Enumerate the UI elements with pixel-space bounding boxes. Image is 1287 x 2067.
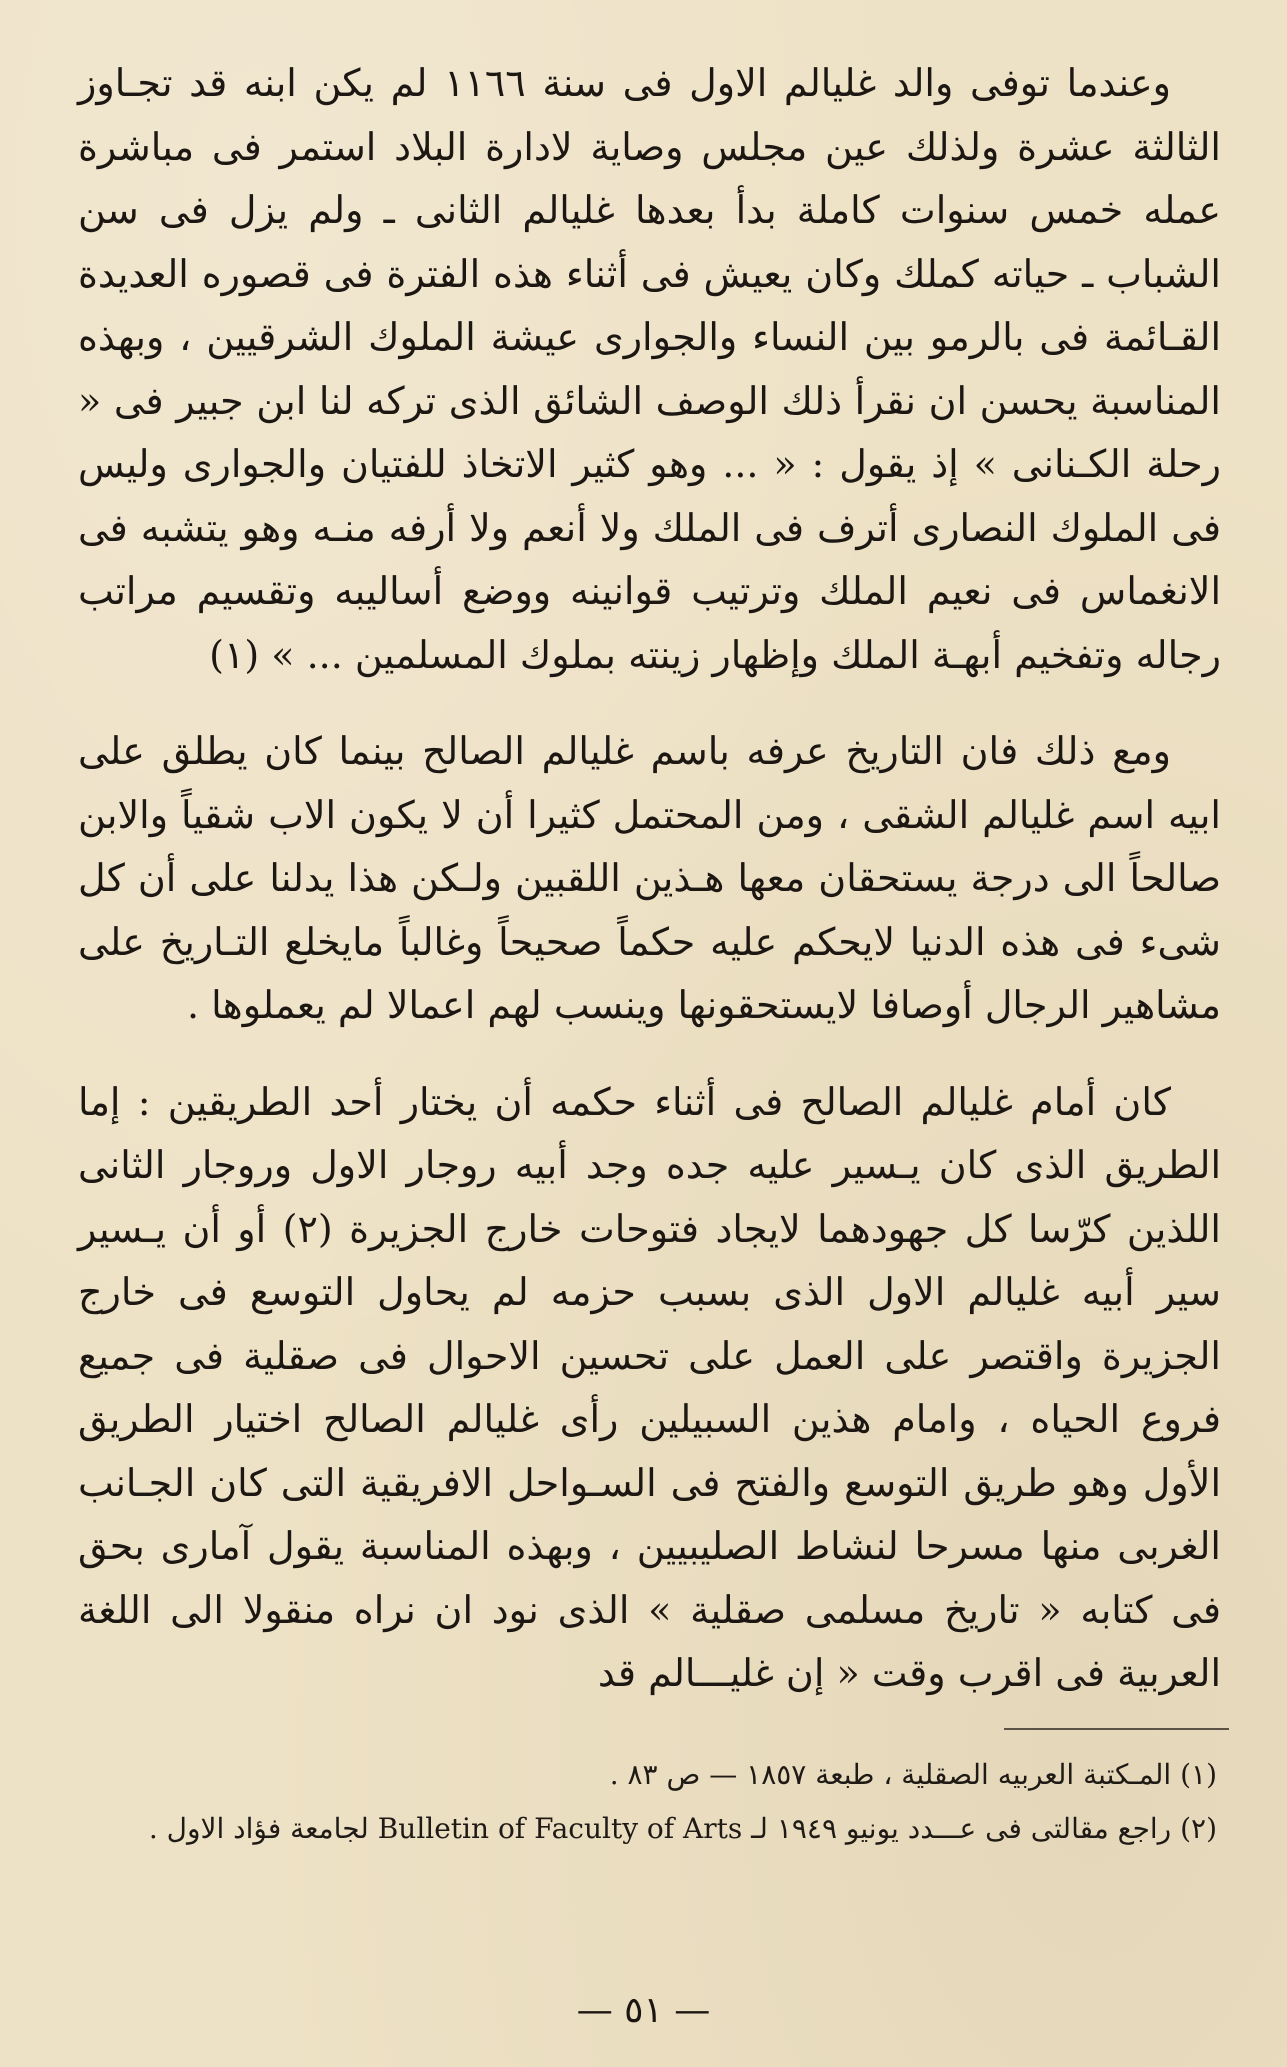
paragraph-2: ومع ذلك فان التاريخ عرفه باسم غليالم الصالح بينما كان يطلق على ابيه اسم غليالم الشقى ، ومن المحتمل كثيرا أن لا يكون الاب شقياً والابن صالحاً الى درجة يستحقان معها هـذين اللقبين ولـكن هذا يدلنا على أن كل شىء فى هذه الدنيا لايحكم عليه حكماً صحيحاً وغالباً مايخلع التـاريخ على مشاهير الرجال أوصافا لايستحقونها وينسب لهم اعمالا لم يعملوها . (78, 729, 1221, 1027)
footnotes (86, 1748, 1217, 1856)
main-text (78, 52, 1221, 1706)
footnote-1: (١) المـكتبة العربيه الصقلية ، طبعة ١٨٥٧ — ص ٨٣ . (609, 1758, 1217, 1791)
footnote-2: (٢) راجع مقالتى فى عـــدد يونيو ١٩٤٩ لـ Bulletin of Faculty of Arts لجامعة فؤاد الاول . (148, 1812, 1217, 1845)
page-number: — ٥١ — (576, 1990, 711, 2031)
footnote-divider (1004, 1728, 1229, 1730)
paragraph-3: كان أمام غليالم الصالح فى أثناء حكمه أن يختار أحد الطريقين : إما الطريق الذى كان يـسير عليه جده وجد أبيه روجار الاول وروجار الثانى اللذين كرّسا كل جهودهما لايجاد فتوحات خارج الجزيرة (٢) أو أن يـسير سير أبيه غليالم الاول الذى بسبب حزمه لم يحاول التوسع فى خارج الجزيرة واقتصر على العمل على تحسين الاحوال فى صقلية فى جميع فروع الحياه ، وامام هذين السبيلين رأى غليالم الصالح اختيار الطريق الأول وهو طريق التوسع والفتح فى السـواحل الافريقية التى كان الجـانب الغربى منها مسرحا لنشاط الصليبيين ، وبهذه المناسبة يقول آمارى بحق فى كتابه « تاريخ مسلمى صقلية » الذى نود ان نراه منقولا الى اللغة العربية فى اقرب وقت « إن غليـــالم قد (78, 1079, 1221, 1695)
paragraph-1: وعندما توفى والد غليالم الاول فى سنة ١١٦٦ لم يكن ابنه قد تجـاوز الثالثة عشرة ولذلك عين مجلس وصاية لادارة البلاد استمر فى مباشرة عمله خمس سنوات كاملة بدأ بعدها غليالم الثانى ـ ولم يزل فى سن الشباب ـ حياته كملك وكان يعيش فى أثناء هذه الفترة فى قصوره العديدة القـائمة فى بالرمو بين النساء والجوارى عيشة الملوك الشرقيين ، وبهذه المناسبة يحسن ان نقرأ ذلك الوصف الشائق الذى تركه لنا ابن جبير فى « رحلة الكـنانى » إذ يقول : « ... وهو كثير الاتخاذ للفتيان والجوارى وليس فى الملوك النصارى أترف فى الملك ولا أنعم ولا أرفه منـه وهو يتشبه فى الانغماس فى نعيم الملك وترتيب قوانينه ووضع أساليبه وتقسيم مراتب رجاله وتفخيم أبهـة الملك وإظهار زينته بملوك المسلمين ... » (١) (78, 61, 1221, 677)
